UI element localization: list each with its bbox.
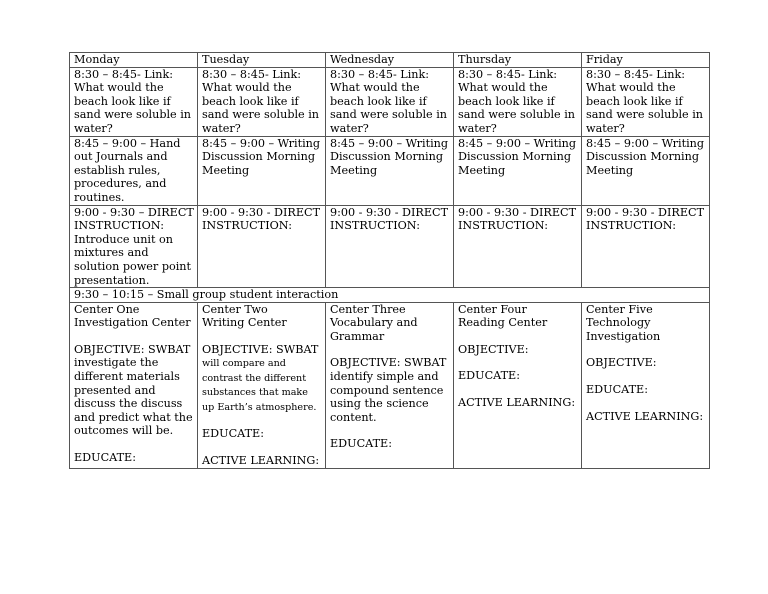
center-subtitle: Reading Center: [458, 316, 548, 330]
center-title: Center One: [74, 302, 140, 316]
centers-row: [70, 302, 710, 468]
link-time: 8:30 – 8:45- Link:: [330, 67, 430, 81]
link-cell-friday: [582, 67, 710, 136]
small-group-row: [70, 288, 710, 303]
link-time: 8:30 – 8:45- Link:: [202, 67, 302, 81]
link-text: What would the beach look like if sand were soluble in water?: [330, 81, 448, 135]
center-cell-wednesday: [326, 302, 454, 468]
center-educate: EDUCATE:: [458, 369, 520, 383]
link-time: 8:30 – 8:45- Link:: [586, 67, 686, 81]
morning-row: [70, 136, 710, 205]
center-educate: EDUCATE:: [74, 451, 136, 465]
direct-instruction-row: [70, 205, 710, 288]
center-objective-text: will compare and contrast the different substances that make up Earth’s atmosphere.: [202, 358, 317, 413]
link-text: What would the beach look like if sand were soluble in water?: [586, 81, 704, 135]
link-row: [70, 67, 710, 136]
center-objective: OBJECTIVE: SWBAT identify simple and compound sentence using the science content.: [330, 356, 447, 424]
center-objective: OBJECTIVE:: [458, 342, 529, 356]
center-cell-monday: [70, 302, 198, 468]
center-active-learning: ACTIVE LEARNING:: [202, 454, 320, 468]
link-cell-tuesday: [198, 67, 326, 136]
center-title: Center Four: [458, 302, 527, 316]
small-group-cell: 9:30 – 10:15 – Small group student interaction: [70, 288, 710, 303]
link-cell-wednesday: [326, 67, 454, 136]
link-text: What would the beach look like if sand were soluble in water?: [202, 81, 320, 135]
center-objective: OBJECTIVE: SWBAT investigate the different materials presented and discuss the discuss and predict what the outcomes will be.: [74, 342, 193, 438]
center-educate: EDUCATE:: [202, 427, 264, 441]
weekly-schedule-table: [69, 52, 710, 469]
morning-cell-tuesday: 8:45 – 9:00 – Writing Discussion Morning Meeting: [198, 136, 326, 205]
center-active-learning: ACTIVE LEARNING:: [586, 409, 704, 423]
center-active-learning: ACTIVE LEARNING:: [458, 396, 576, 410]
day-header-friday: Friday: [582, 53, 710, 68]
day-header-thursday: Thursday: [454, 53, 582, 68]
center-subtitle: Investigation Center: [74, 316, 191, 330]
header-row: [70, 53, 710, 68]
instruction-cell-tuesday: 9:00 - 9:30 - DIRECT INSTRUCTION:: [198, 205, 326, 288]
morning-cell-thursday: 8:45 – 9:00 – Writing Discussion Morning Meeting: [454, 136, 582, 205]
center-cell-friday: [582, 302, 710, 468]
center-title: Center Five: [586, 302, 653, 316]
instruction-cell-thursday: 9:00 - 9:30 - DIRECT INSTRUCTION:: [454, 205, 582, 288]
center-subtitle: Technology Investigation: [586, 316, 661, 343]
day-header-monday: Monday: [70, 53, 198, 68]
morning-cell-monday: 8:45 – 9:00 – Hand out Journals and establish rules, procedures, and routines.: [70, 136, 198, 205]
center-educate: EDUCATE:: [586, 383, 648, 397]
instruction-cell-friday: 9:00 - 9:30 - DIRECT INSTRUCTION:: [582, 205, 710, 288]
link-cell-thursday: [454, 67, 582, 136]
link-time: 8:30 – 8:45- Link:: [74, 67, 174, 81]
link-cell-monday: [70, 67, 198, 136]
center-objective: OBJECTIVE:: [586, 356, 657, 370]
link-time: 8:30 – 8:45- Link:: [458, 67, 558, 81]
link-text: What would the beach look like if sand were soluble in water?: [74, 81, 192, 135]
link-text: What would the beach look like if sand were soluble in water?: [458, 81, 576, 135]
center-title: Center Two: [202, 302, 268, 316]
day-header-tuesday: Tuesday: [198, 53, 326, 68]
center-educate: EDUCATE:: [330, 437, 392, 451]
instruction-cell-wednesday: 9:00 - 9:30 - DIRECT INSTRUCTION:: [326, 205, 454, 288]
center-title: Center Three: [330, 302, 406, 316]
center-subtitle: Writing Center: [202, 316, 287, 330]
center-subtitle: Vocabulary and Grammar: [330, 316, 418, 343]
morning-cell-wednesday: 8:45 – 9:00 – Writing Discussion Morning Meeting: [326, 136, 454, 205]
instruction-cell-monday: 9:00 - 9:30 – DIRECT INSTRUCTION: Introduce unit on mixtures and solution power point presentation.: [70, 205, 198, 288]
center-cell-thursday: [454, 302, 582, 468]
morning-cell-friday: 8:45 – 9:00 – Writing Discussion Morning Meeting: [582, 136, 710, 205]
center-objective-label: OBJECTIVE: SWBAT: [202, 342, 319, 356]
day-header-wednesday: Wednesday: [326, 53, 454, 68]
center-cell-tuesday: [198, 302, 326, 468]
